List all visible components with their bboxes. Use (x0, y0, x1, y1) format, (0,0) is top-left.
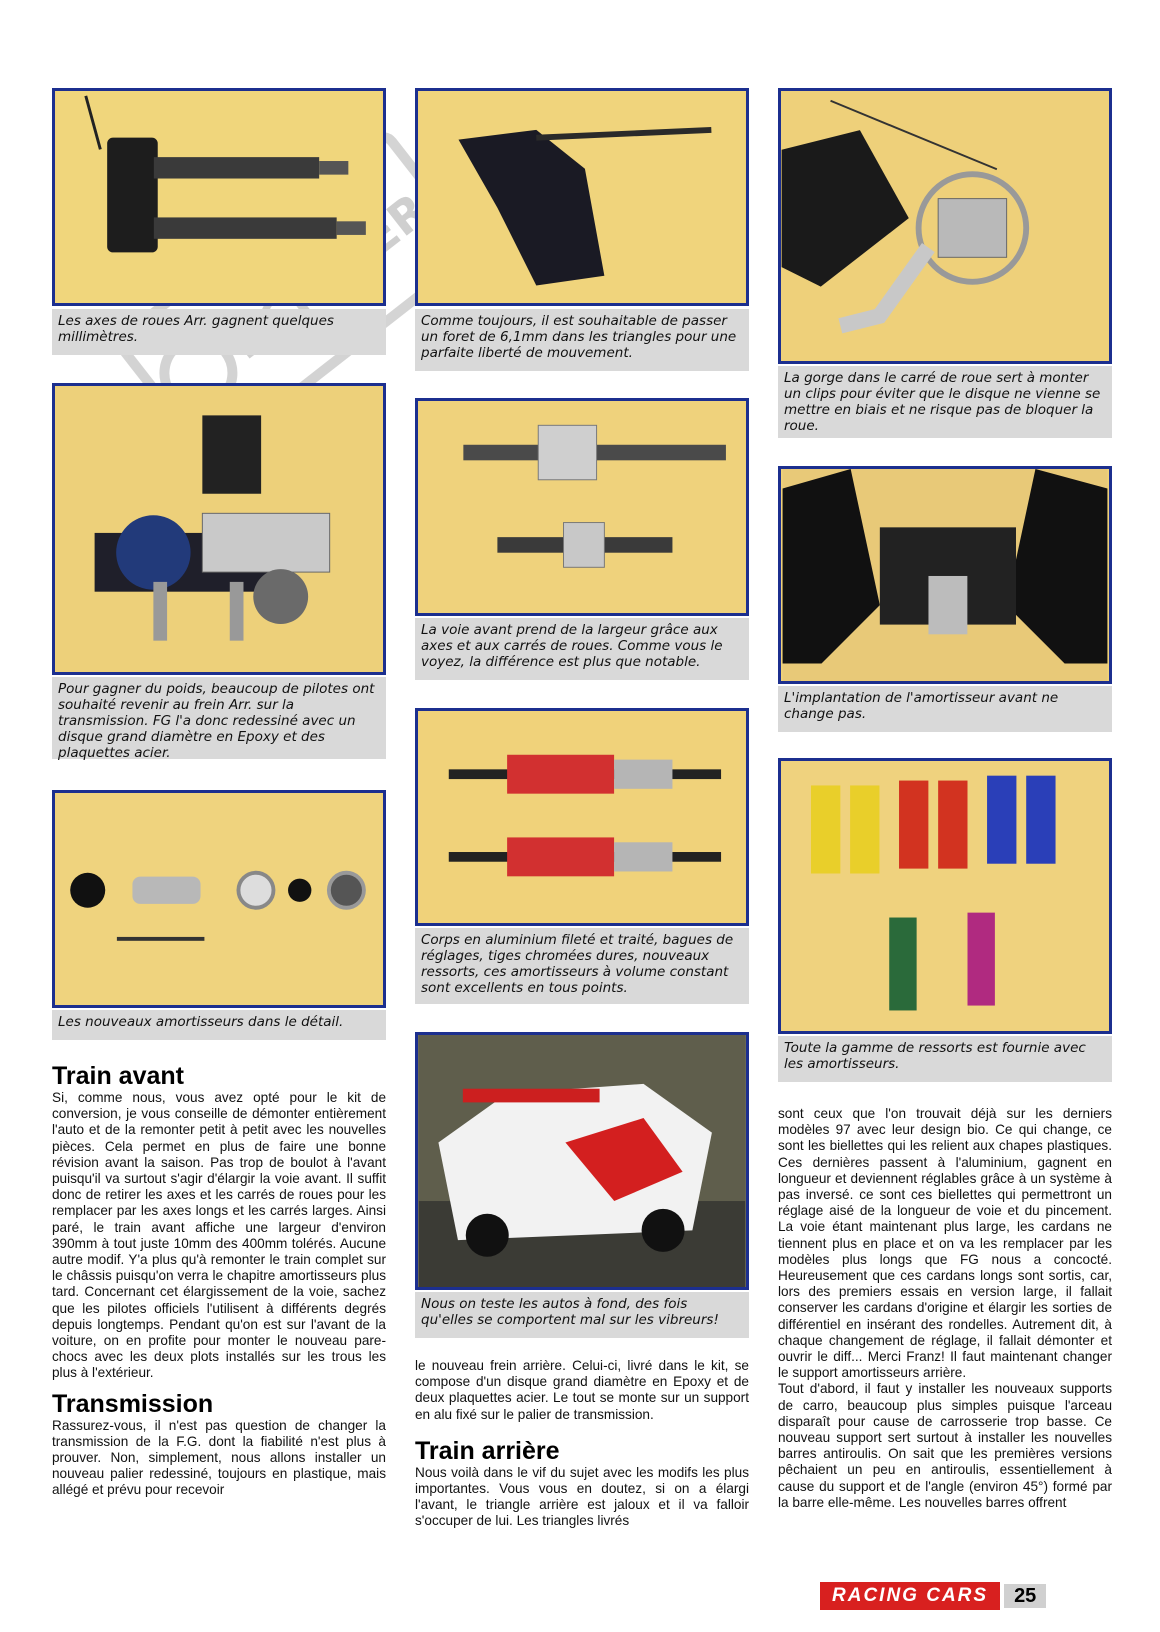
body-col3-part1: sont ceux que l'on trouvait déjà sur les derniers modèles 97 avec leur design bio. Ce qui change, ce sont les biellettes qui les relient aux chapes plastiques. Ces dernières passent à l'aluminium, gagnent en longueur et deviennent réglables grâce à un système à pas inversé. ce sont ces biellettes qui permettront un réglage aisé de la longueur de voie et du pincement. La voie étant maintenant plus large, les cardans ne tiennent plus en place et on va les remplacer par les modèles plus longs que FG nous a concocté. Heureusement que ces cardans longs sont sortis, car, lors des premiers essais en version large, il fallait conserver les cardans d'origine et élargir les sorties de différentiel en insérant des rondelles. Autrement dit, à chaque changement de réglage, il fallait démonter et ouvrir le diff... Merci Franz! Il faut maintenant changer le support amortisseurs arrière. (778, 1106, 1112, 1381)
body-train-avant: Si, comme nous, vous avez opté pour le kit de conversion, je vous conseille de démonter entièrement l'auto et de la remonter petit à petit avec les nouvelles pièces. Cela permet en plus de faire une bonne révision avant la saison. Pas trop de boulot à l'avant puisqu'il va surtout s'agir d'élargir la voie avant. Il suffit donc de retirer les axes et les carrés de roues pour les remplacer par les axes longs et les carrés larges. Ainsi paré, le train avant affiche une largeur d'environ 390mm à tout juste 10mm des 400mm tolérés. Aucune autre modif. Y'a plus qu'à remonter le train complet sur le châssis puisqu'on verra le chapitre amortisseurs plus tard. Concernant cet élargissement de la voie, sachez que les pilotes officiels l'utilisent à différents degrés depuis longtemps. Pendant qu'on est sur l'avant de la voiture, on en profite pour monter le nouveau pare-chocs avec les deux plots installés sur les trous les plus à l'extérieur. (52, 1090, 386, 1381)
shocks-image (418, 711, 746, 923)
brake-image (55, 386, 383, 672)
photo-springs (778, 758, 1112, 1034)
heading-train-avant: Train avant (52, 1062, 184, 1090)
body-col2-continued: le nouveau frein arrière. Celui-ci, livré dans le kit, se compose d'un disque grand diamètre en Epoxy et de deux plaquettes acier. Le tout se monte sur un support en alu fixé sur le palier de transmission. (415, 1358, 749, 1422)
body-col3-part2: Tout d'abord, il faut y installer les nouveaux supports de carro, beaucoup plus simples puisque l'arceau disparaît pour cause de carrosserie trop basse. Ce nouveau support sert surtout à installer les nouvelles barres antiroulis. On sait que les premières versions pêchaient un peu en antiroulis, essentiellement à cause du support et de l'angle (environ 45°) formé par la barre elle-même. Les nouvelles barres offrent (778, 1381, 1112, 1510)
photo-shock-detail (52, 790, 386, 1008)
photo-brake (52, 383, 386, 675)
caption-front-shock-mount: L'implantation de l'amortisseur avant ne change pas. (784, 690, 1059, 722)
triangle-drill-image (418, 91, 746, 303)
body-train-arriere: Nous voilà dans le vif du sujet avec les modifs les plus importantes. Vous vous en doutez, si on a élargi l'avant, le triangle arrière est jaloux et il va falloir s'occuper de lui. Les triangles livrés (415, 1464, 749, 1529)
page-number: 25 (1004, 1584, 1046, 1608)
magazine-name: RACING CARS (820, 1582, 1000, 1610)
body-transmission: Rassurez-vous, il n'est pas question de changer la transmission de la F.G. dont la fiabilité n'est plus à prouver. Non, simplement, nous allons installer un nouveau palier redessiné, toujours en plastique, mais allégé et prévu pour recevoir (52, 1417, 386, 1498)
springs-image (781, 761, 1109, 1031)
caption-shocks: Corps en aluminium fileté et traité, bagues de réglages, tiges chromées dures, nouveaux ressorts, ces amortisseurs à volume constant sont excellents en tous points. (421, 932, 734, 996)
heading-train-arriere: Train arrière (415, 1436, 560, 1465)
rear-axles-image (55, 91, 383, 303)
photo-triangle-drill (415, 88, 749, 306)
wheel-hub-image (781, 91, 1109, 361)
caption-springs: Toute la gamme de ressorts est fournie avec les amortisseurs. (784, 1040, 1086, 1072)
photo-car (415, 1032, 749, 1290)
photo-shocks (415, 708, 749, 926)
footer-brand (820, 1582, 1110, 1610)
caption-brake: Pour gagner du poids, beaucoup de pilotes ont souhaité revenir au frein Arr. sur la transmission. FG l'a donc redessiné avec un disque grand diamètre en Epoxy et des plaquettes acier. (58, 681, 375, 761)
photo-front-axles (415, 398, 749, 616)
column-3-text (778, 1106, 1112, 1511)
caption-front-axles: La voie avant prend de la largeur grâce aux axes et aux carrés de roues. Comme vous le voyez, la différence est plus que notable. (421, 622, 723, 670)
caption-car: Nous on teste les autos à fond, des fois qu'elles se comportent mal sur les vibreurs! (421, 1296, 719, 1328)
heading-transmission: Transmission (52, 1389, 214, 1418)
car-image (418, 1035, 746, 1287)
photo-front-shock-mount (778, 466, 1112, 684)
caption-triangle-drill: Comme toujours, il est souhaitable de passer un foret de 6,1mm dans les triangles pour une parfaite liberté de mouvement. (421, 313, 737, 361)
caption-wheel-hub: La gorge dans le carré de roue sert à monter un clips pour éviter que le disque ne vienne se mettre en biais et ne risque pas de bloquer la roue. (784, 370, 1101, 434)
photo-wheel-hub (778, 88, 1112, 364)
shock-detail-image (55, 793, 383, 1005)
caption-rear-axles: Les axes de roues Arr. gagnent quelques millimètres. (58, 313, 334, 345)
column-2-text (415, 1358, 749, 1530)
front-axles-image (418, 401, 746, 613)
column-1-text (52, 1062, 386, 1499)
photo-rear-axles (52, 88, 386, 306)
caption-shock-detail: Les nouveaux amortisseurs dans le détail. (58, 1014, 344, 1030)
front-shock-mount-image (781, 469, 1109, 681)
